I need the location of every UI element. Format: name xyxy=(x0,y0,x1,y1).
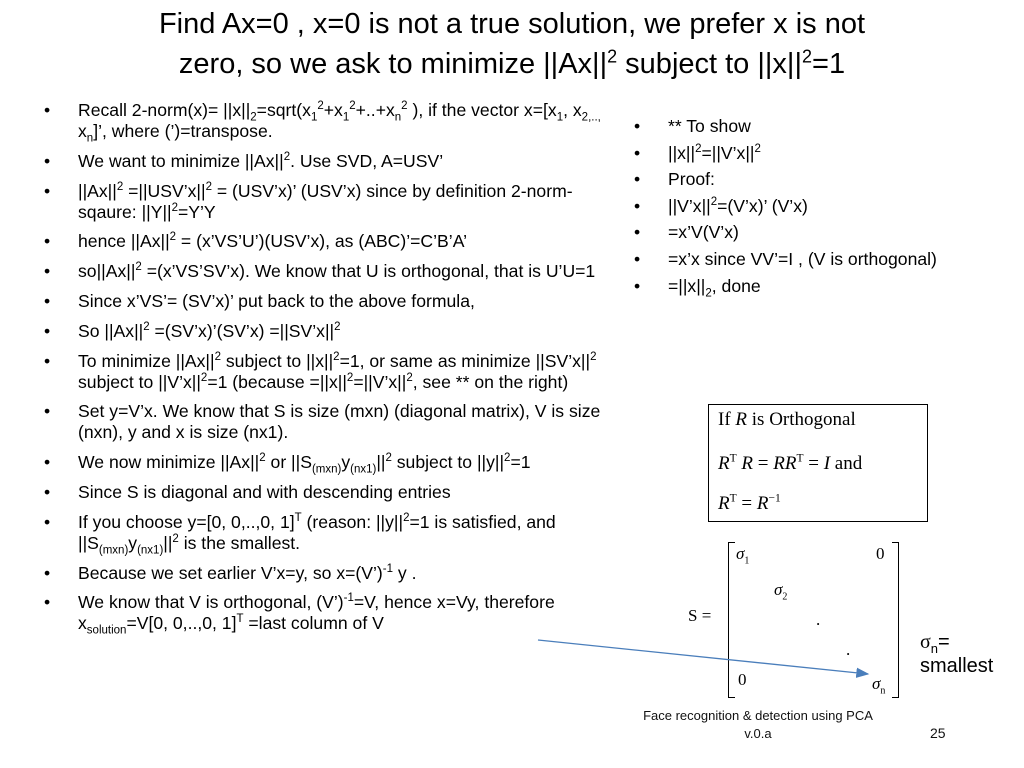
bullet-choose-y: • If you choose y=[0, 0,..,0, 1]$^T$ (reason: $||y||^2=1$ is satisfied, and $||S_{(mxn)}y_{(nx1)}||^2$ is the smallest. xyxy=(44,512,616,554)
matrix-sigma-2: $\sigma_2$ xyxy=(774,580,788,603)
page-number: 25 xyxy=(930,725,946,741)
bullet-minimize-svd: • We want to minimize $||Ax||^2$. Use SVD, A=USV’ xyxy=(44,151,616,172)
bullet-usv-expansion: • $||Ax||^2$ $=||USV’x||^2$ = (USV’x)’ (USV’x) since by definition 2-norm-sqaure: $||Y||^2=Y’Y$ xyxy=(44,181,616,223)
bullet-since-xvs: • Since x’VS’= (SV’x)’ put back to the above formula, xyxy=(44,291,616,312)
bullet-proof: • Proof: xyxy=(634,169,1024,190)
sigma-n-smallest-note: $\sigma_n=$ smallest xyxy=(920,631,994,677)
matrix-sigma-1: $\sigma_1$ xyxy=(736,544,750,567)
bullet-now-minimize: • We now minimize $||Ax||^2$ or $||S_{(mxn)}y_{(nx1)}||^2$ subject to $||y||^2=1$ xyxy=(44,452,616,473)
bullet-to-minimize: • To minimize $||Ax||^2$ subject to $||x||^2=1$, or same as minimize $||SV’x||^2$ subject to $||V’x||^2=1$ (because $=||x||^2=||V’x||^2$, see ** on the right) xyxy=(44,351,616,393)
title-line-1: Find Ax=0 , x=0 is not a true solution, we prefer x is not xyxy=(158,8,866,40)
matrix-dot-1: . xyxy=(816,610,821,629)
bullet-because-vx: • Because we set earlier V’x=y, so x=(V’)$^{-1}$ y . xyxy=(44,563,616,584)
bullet-proof-done: • $=||x||_2$, done xyxy=(634,276,1024,297)
bullet-proof-step-1: • $||V’x||^2=(V’x)$’ (V’x) xyxy=(634,196,1024,217)
title-line-2: zero, so we ask to minimize $||Ax||^2$ subject to $||x||^2=1$ xyxy=(178,46,846,80)
box-line-1: If R is Orthogonal xyxy=(718,409,856,430)
bullet-u-orthogonal: • $so||Ax||^2$ =(x’VS’SV’x). We know that U is orthogonal, that is U’U=1 xyxy=(44,261,616,282)
matrix-dot-2: . xyxy=(846,640,851,659)
footer-text: Face recognition & detection using PCA v.0.a xyxy=(643,708,873,741)
bullet-s-diagonal: • Since S is diagonal and with descending entries xyxy=(44,482,616,503)
matrix-zero-bottom: 0 xyxy=(738,670,747,689)
bullet-proof-step-2: • =x’V(V’x) xyxy=(634,222,1024,243)
bullet-proof-step-3: • =x’x since VV’=I , (V is orthogonal) xyxy=(634,249,1024,270)
bullet-v-orthogonal: • We know that V is orthogonal, (V’)$^{-1}$=V, hence x=Vy, therefore $x_{solution}=V[0$, 0,..,0, 1]$^T$ =last column of V xyxy=(44,592,616,634)
matrix-label: S = xyxy=(688,606,712,625)
box-line-3: $R^T = R^{-1}$ xyxy=(718,492,781,514)
bullet-recall-2norm: • Recall 2-norm(x)= $||x||_2=sqrt(x_1^2+x_1^2+..+x_n^2$ ), if the vector $x=[x_1$, $x_{2,..,}$ $x_n$]’, where (’)=transpose. xyxy=(44,100,616,142)
bullet-hence: • hence $||Ax||^2$ = (x’VS’U’)(USV’x), as (ABC)’=C’B’A’ xyxy=(44,231,616,252)
matrix-zero-top: 0 xyxy=(876,544,885,563)
matrix-sigma-n: $\sigma_n$ xyxy=(872,674,886,697)
bullet-so-ax: • So $||Ax||^2$ =(SV’x)’(SV’x) $=||SV’x||^2$ xyxy=(44,321,616,342)
bullet-set-y: • Set y=V’x. We know that S is size (mxn) (diagonal matrix), V is size (nxn), y and x is size (nx1). xyxy=(44,401,616,443)
bullet-norm-equality: • $||x||^2=||V’x||^2$ xyxy=(634,143,1024,164)
bullet-to-show: • ** To show xyxy=(634,116,1024,137)
box-line-2: $R^T$ $R = RR^T = I$ and xyxy=(718,452,863,474)
